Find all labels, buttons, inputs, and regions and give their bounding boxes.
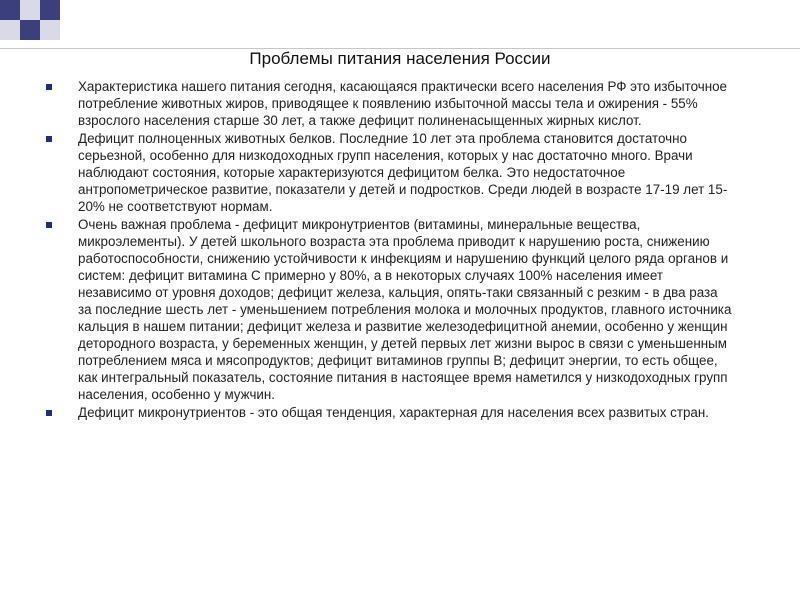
deco-square: [40, 20, 60, 40]
slide-title: Проблемы питания населения России: [249, 49, 551, 68]
square-bullet-icon: [46, 136, 52, 142]
decorative-squares: [0, 0, 60, 50]
deco-square: [20, 0, 40, 20]
bullet-text: Очень важная проблема - дефицит микронутриентов (витамины, минеральные вещества, микроэлементы). У детей школьного возраста эта проблема приводит к нарушению роста, снижению работоспособности, снижению устойчивости к инфекциям и нарушению функций целого ряда органов и систем: дефицит витамина С примерно у 80%, а в некоторых случаях 100% населения имеет независимо от уровня доходов; дефицит железа, кальция, опять-таки связанный с резким - в два раза за последние шесть лет - уменьшением потребления молока и молочных продуктов, главного источника кальция в нашем питании; дефицит железа и развитие железодефицитной анемии, особенно у женщин детородного возраста, у беременных женщин, у детей первых лет жизни вырос в связи с уменьшенным потреблением мяса и мясопродуктов; дефицит витаминов группы В; дефицит энергии, то есть общее, как интегральный показатель, состояние питания в настоящее время наметился у низкодоходных групп населения, особенно у мужчин.: [78, 217, 732, 402]
square-bullet-icon: [46, 222, 52, 228]
list-item: [44, 130, 734, 215]
deco-square: [20, 20, 40, 40]
deco-square: [0, 0, 20, 20]
bullet-list: [44, 78, 734, 422]
square-bullet-icon: [46, 410, 52, 416]
list-item: [44, 404, 734, 421]
square-bullet-icon: [46, 84, 52, 90]
deco-square: [40, 0, 60, 20]
list-item: [44, 78, 734, 129]
list-item: [44, 216, 734, 403]
bullet-text: Дефицит микронутриентов - это общая тенденция, характерная для населения всех развитых стран.: [78, 405, 709, 420]
bullet-text: Дефицит полноценных животных белков. Последние 10 лет эта проблема становится достаточно серьезной, особенно для низкодоходных групп населения, которых у нас достаточно много. Врачи наблюдают состояния, которые характеризуются дефицитом белка. Это недостаточное антропометрическое развитие, показатели у детей и подростков. Среди людей в возрасте 17-19 лет 15-20% не соответствуют нормам.: [78, 131, 728, 214]
bullet-text: Характеристика нашего питания сегодня, касающаяся практически всего населения РФ это избыточное потребление животных жиров, приводящее к появлению избыточной массы тела и ожирения - 55% взрослого населения старше 30 лет, а также дефицит полиненасыщенных жирных кислот.: [78, 79, 728, 128]
deco-square: [0, 20, 20, 40]
